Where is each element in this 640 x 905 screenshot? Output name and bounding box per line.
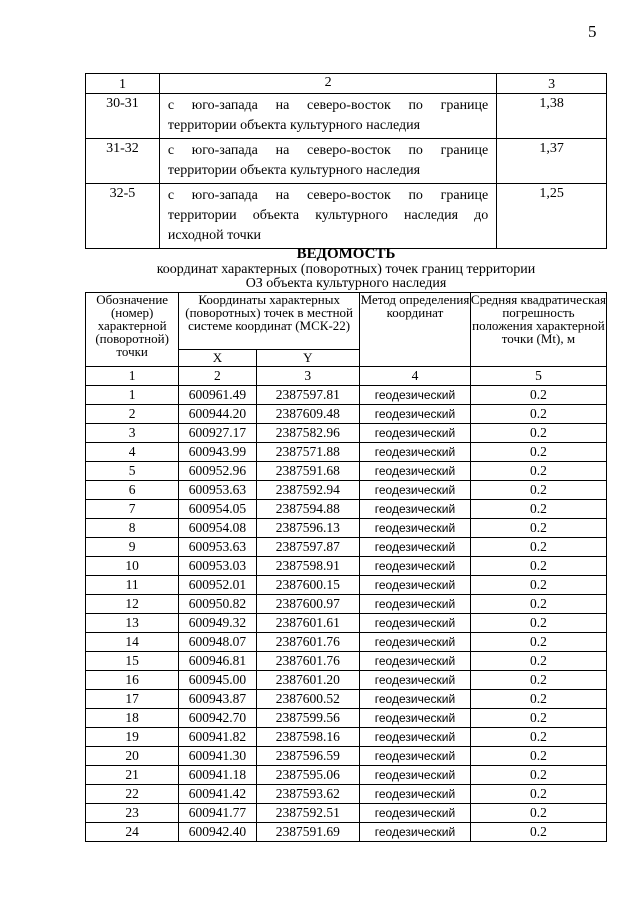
x-coordinate-cell: 600927.17	[179, 424, 256, 443]
x-coordinate-cell: 600949.32	[179, 614, 256, 633]
table-row	[86, 443, 607, 462]
point-number-cell: 10	[86, 557, 179, 576]
table-row	[86, 139, 607, 184]
point-number-cell: 4	[86, 443, 179, 462]
header-coords: Координаты характерных (поворотных) точек в местной системе координат (МСК-22)	[179, 293, 360, 350]
x-coordinate-cell: 600954.08	[179, 519, 256, 538]
error-cell: 0.2	[470, 804, 606, 823]
page-number: 5	[588, 22, 597, 41]
y-coordinate-cell: 2387593.62	[256, 785, 360, 804]
point-number-cell: 2	[86, 405, 179, 424]
error-cell: 0.2	[470, 557, 606, 576]
method-cell: геодезический	[360, 747, 471, 766]
point-number-cell: 9	[86, 538, 179, 557]
y-coordinate-cell: 2387609.48	[256, 405, 360, 424]
y-coordinate-cell: 2387600.97	[256, 595, 360, 614]
description-cell: с юго-запада на северо-восток по границе территории объекта культурного наследия	[159, 139, 496, 184]
header-error: Средняя квадратическая погрешность положения характерной точки (Mt), м	[470, 293, 606, 367]
y-coordinate-cell: 2387596.13	[256, 519, 360, 538]
error-cell: 0.2	[470, 823, 606, 842]
x-coordinate-cell: 600952.01	[179, 576, 256, 595]
error-cell: 0.2	[470, 424, 606, 443]
header-point: Обозначение (номер) характерной (поворотной) точки	[86, 293, 179, 367]
method-cell: геодезический	[360, 785, 471, 804]
x-coordinate-cell: 600941.42	[179, 785, 256, 804]
description-cell: с юго-запада на северо-восток по границе территории объекта культурного наследия	[159, 94, 496, 139]
point-number-cell: 17	[86, 690, 179, 709]
x-coordinate-cell: 600943.87	[179, 690, 256, 709]
table-row	[86, 462, 607, 481]
method-cell: геодезический	[360, 823, 471, 842]
point-number-cell: 20	[86, 747, 179, 766]
table-row	[86, 386, 607, 405]
boundary-segments-table	[85, 73, 607, 249]
table-row	[86, 557, 607, 576]
value-cell: 1,38	[497, 94, 607, 139]
point-number-cell: 23	[86, 804, 179, 823]
method-cell: геодезический	[360, 405, 471, 424]
method-cell: геодезический	[360, 652, 471, 671]
x-coordinate-cell: 600953.63	[179, 538, 256, 557]
y-coordinate-cell: 2387591.68	[256, 462, 360, 481]
table-row	[86, 538, 607, 557]
y-coordinate-cell: 2387598.91	[256, 557, 360, 576]
error-cell: 0.2	[470, 785, 606, 804]
error-cell: 0.2	[470, 595, 606, 614]
error-cell: 0.2	[470, 576, 606, 595]
method-cell: геодезический	[360, 709, 471, 728]
table-row	[86, 690, 607, 709]
table-row	[86, 747, 607, 766]
y-coordinate-cell: 2387597.81	[256, 386, 360, 405]
method-cell: геодезический	[360, 386, 471, 405]
x-coordinate-cell: 600953.63	[179, 481, 256, 500]
col-number: 5	[470, 367, 606, 386]
table-row	[86, 576, 607, 595]
header-col-2: 2	[159, 74, 496, 94]
y-coordinate-cell: 2387601.76	[256, 633, 360, 652]
coordinates-table	[85, 292, 607, 842]
x-coordinate-cell: 600942.70	[179, 709, 256, 728]
error-cell: 0.2	[470, 500, 606, 519]
segment-cell: 31-32	[86, 139, 160, 184]
y-coordinate-cell: 2387596.59	[256, 747, 360, 766]
x-coordinate-cell: 600945.00	[179, 671, 256, 690]
point-number-cell: 11	[86, 576, 179, 595]
method-cell: геодезический	[360, 690, 471, 709]
error-cell: 0.2	[470, 462, 606, 481]
error-cell: 0.2	[470, 405, 606, 424]
y-coordinate-cell: 2387597.87	[256, 538, 360, 557]
point-number-cell: 1	[86, 386, 179, 405]
method-cell: геодезический	[360, 766, 471, 785]
method-cell: геодезический	[360, 633, 471, 652]
x-coordinate-cell: 600944.20	[179, 405, 256, 424]
y-coordinate-cell: 2387591.69	[256, 823, 360, 842]
table-row	[86, 481, 607, 500]
header-col-3: 3	[497, 74, 607, 94]
x-coordinate-cell: 600941.18	[179, 766, 256, 785]
error-cell: 0.2	[470, 538, 606, 557]
point-number-cell: 22	[86, 785, 179, 804]
error-cell: 0.2	[470, 614, 606, 633]
value-cell: 1,37	[497, 139, 607, 184]
point-number-cell: 13	[86, 614, 179, 633]
table-row	[86, 405, 607, 424]
y-coordinate-cell: 2387582.96	[256, 424, 360, 443]
point-number-cell: 7	[86, 500, 179, 519]
point-number-cell: 21	[86, 766, 179, 785]
y-coordinate-cell: 2387592.51	[256, 804, 360, 823]
y-coordinate-cell: 2387599.56	[256, 709, 360, 728]
statement-subtitle-1: координат характерных (поворотных) точек границ территории	[156, 262, 536, 277]
x-coordinate-cell: 600943.99	[179, 443, 256, 462]
y-coordinate-cell: 2387598.16	[256, 728, 360, 747]
table-row	[86, 766, 607, 785]
header-y: Y	[256, 350, 360, 367]
x-coordinate-cell: 600946.81	[179, 652, 256, 671]
method-cell: геодезический	[360, 804, 471, 823]
col-number: 4	[360, 367, 471, 386]
y-coordinate-cell: 2387595.06	[256, 766, 360, 785]
error-cell: 0.2	[470, 481, 606, 500]
point-number-cell: 19	[86, 728, 179, 747]
table-row	[86, 652, 607, 671]
error-cell: 0.2	[470, 709, 606, 728]
x-coordinate-cell: 600950.82	[179, 595, 256, 614]
y-coordinate-cell: 2387600.52	[256, 690, 360, 709]
table-row	[86, 184, 607, 249]
point-number-cell: 6	[86, 481, 179, 500]
y-coordinate-cell: 2387571.88	[256, 443, 360, 462]
x-coordinate-cell: 600941.30	[179, 747, 256, 766]
error-cell: 0.2	[470, 633, 606, 652]
y-coordinate-cell: 2387601.76	[256, 652, 360, 671]
error-cell: 0.2	[470, 671, 606, 690]
error-cell: 0.2	[470, 747, 606, 766]
error-cell: 0.2	[470, 652, 606, 671]
table-row	[86, 671, 607, 690]
method-cell: геодезический	[360, 462, 471, 481]
x-coordinate-cell: 600961.49	[179, 386, 256, 405]
y-coordinate-cell: 2387592.94	[256, 481, 360, 500]
method-cell: геодезический	[360, 443, 471, 462]
table-row	[86, 823, 607, 842]
method-cell: геодезический	[360, 519, 471, 538]
method-cell: геодезический	[360, 424, 471, 443]
table-row	[86, 633, 607, 652]
method-cell: геодезический	[360, 576, 471, 595]
table-row	[86, 728, 607, 747]
header-x: X	[179, 350, 256, 367]
point-number-cell: 12	[86, 595, 179, 614]
point-number-cell: 3	[86, 424, 179, 443]
table-row	[86, 519, 607, 538]
x-coordinate-cell: 600948.07	[179, 633, 256, 652]
method-cell: геодезический	[360, 671, 471, 690]
header-col-1: 1	[86, 74, 160, 94]
table-row	[86, 94, 607, 139]
error-cell: 0.2	[470, 386, 606, 405]
col-number: 2	[179, 367, 256, 386]
point-number-cell: 18	[86, 709, 179, 728]
coordinates-body	[86, 386, 607, 842]
x-coordinate-cell: 600954.05	[179, 500, 256, 519]
statement-subtitle-2: ОЗ объекта культурного наследия	[245, 276, 447, 291]
col-number: 3	[256, 367, 360, 386]
point-number-cell: 5	[86, 462, 179, 481]
x-coordinate-cell: 600953.03	[179, 557, 256, 576]
table-row	[86, 595, 607, 614]
x-coordinate-cell: 600941.82	[179, 728, 256, 747]
header-method: Метод определения координат	[360, 293, 471, 367]
x-coordinate-cell: 600952.96	[179, 462, 256, 481]
method-cell: геодезический	[360, 614, 471, 633]
table-row	[86, 424, 607, 443]
error-cell: 0.2	[470, 519, 606, 538]
value-cell: 1,25	[497, 184, 607, 249]
x-coordinate-cell: 600942.40	[179, 823, 256, 842]
point-number-cell: 24	[86, 823, 179, 842]
method-cell: геодезический	[360, 500, 471, 519]
point-number-cell: 15	[86, 652, 179, 671]
table-header-row	[86, 293, 607, 350]
error-cell: 0.2	[470, 690, 606, 709]
column-numbers-row	[86, 367, 607, 386]
segment-cell: 30-31	[86, 94, 160, 139]
method-cell: геодезический	[360, 481, 471, 500]
y-coordinate-cell: 2387600.15	[256, 576, 360, 595]
x-coordinate-cell: 600941.77	[179, 804, 256, 823]
segment-cell: 32-5	[86, 184, 160, 249]
table-row	[86, 785, 607, 804]
method-cell: геодезический	[360, 538, 471, 557]
point-number-cell: 16	[86, 671, 179, 690]
y-coordinate-cell: 2387594.88	[256, 500, 360, 519]
error-cell: 0.2	[470, 728, 606, 747]
table-row	[86, 804, 607, 823]
statement-title: ВЕДОМОСТЬ	[296, 246, 396, 262]
table-header-row	[86, 74, 607, 94]
table-row	[86, 709, 607, 728]
description-cell: с юго-запада на северо-восток по границе территории объекта культурного наследия до исходной точки	[159, 184, 496, 249]
y-coordinate-cell: 2387601.20	[256, 671, 360, 690]
method-cell: геодезический	[360, 595, 471, 614]
method-cell: геодезический	[360, 728, 471, 747]
y-coordinate-cell: 2387601.61	[256, 614, 360, 633]
table-row	[86, 614, 607, 633]
col-number: 1	[86, 367, 179, 386]
point-number-cell: 14	[86, 633, 179, 652]
error-cell: 0.2	[470, 443, 606, 462]
table-row	[86, 500, 607, 519]
error-cell: 0.2	[470, 766, 606, 785]
point-number-cell: 8	[86, 519, 179, 538]
method-cell: геодезический	[360, 557, 471, 576]
